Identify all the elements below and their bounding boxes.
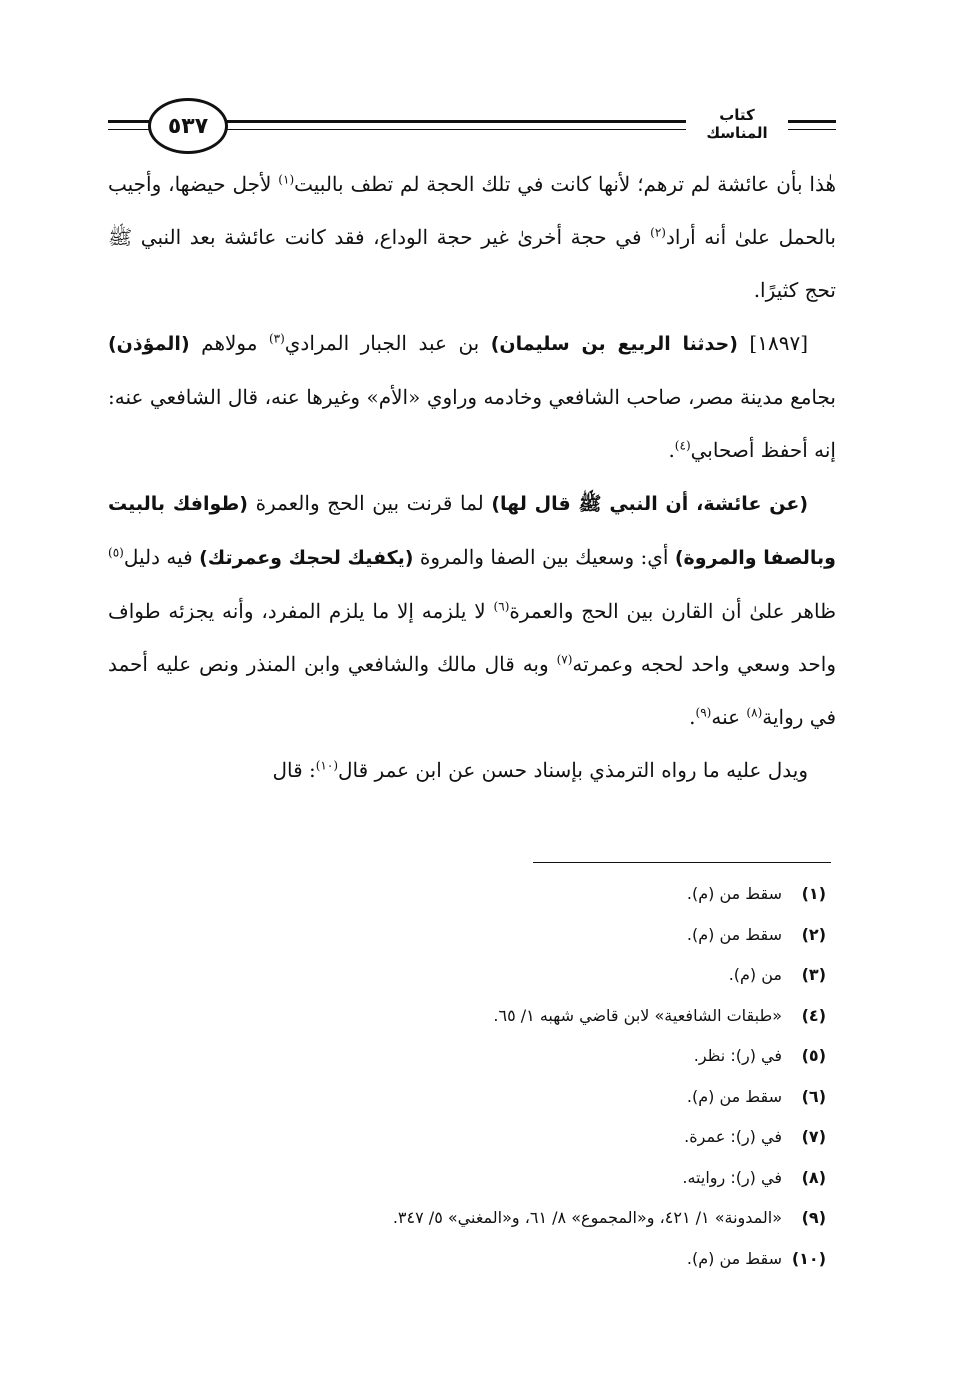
header-rule-left bbox=[108, 120, 152, 130]
footnote-text: سقط من (م). bbox=[686, 1086, 782, 1106]
bold-text: (يكفيك لحجك وعمرتك) bbox=[199, 547, 414, 569]
footnote-number: (٦) bbox=[801, 1086, 826, 1106]
hadith-number: [١٨٩٧] bbox=[737, 331, 808, 355]
page-header bbox=[108, 96, 836, 156]
footnote-text: سقط من (م). bbox=[686, 924, 782, 944]
footnote bbox=[108, 1198, 826, 1239]
footnote-ref: (٢) bbox=[650, 225, 666, 240]
bold-text: (حدثنا الربيع بن سليمان) bbox=[490, 333, 738, 355]
footnote-ref: (٤) bbox=[674, 438, 691, 453]
text-run: وبه قال مالك والشافعي وابن المنذر ونص عليه أحمد في رواية bbox=[108, 652, 836, 729]
text-run: أي: وسعيك بين الصفا والمروة bbox=[413, 545, 675, 569]
main-text bbox=[108, 158, 836, 797]
footnote-ref: (٣) bbox=[268, 331, 285, 346]
footnote bbox=[108, 874, 826, 915]
footnote-number: (١) bbox=[801, 884, 826, 903]
footnote-text: في (ر): نظر. bbox=[693, 1046, 782, 1065]
footnote-ref: (٦) bbox=[493, 599, 510, 614]
header-rule-right bbox=[788, 120, 836, 130]
footnote-number: (١٠) bbox=[791, 1248, 826, 1268]
text-run: مولاهم bbox=[189, 331, 269, 355]
footnote-number: (٢) bbox=[801, 924, 826, 944]
paragraph-4 bbox=[108, 744, 836, 797]
footnote-number: (٤) bbox=[801, 1005, 826, 1025]
footnote-separator bbox=[533, 862, 831, 863]
bold-text: (عن عائشة، أن النبي ﷺ قال لها) bbox=[491, 493, 809, 515]
footnote-text: في (ر): روايته. bbox=[682, 1167, 782, 1187]
footnote bbox=[108, 955, 826, 996]
paragraph-3 bbox=[108, 477, 836, 744]
page-number: ٥٣٧ bbox=[148, 98, 228, 154]
footnote bbox=[108, 1077, 826, 1118]
text-run: . bbox=[689, 705, 696, 729]
text-run: بن عبد الجبار المرادي bbox=[284, 331, 491, 355]
text-run: لأجل حيضها، وأجيب بالحمل علىٰ أنه أراد bbox=[108, 172, 836, 249]
header-rule-middle bbox=[218, 120, 686, 130]
text-run: : قال bbox=[272, 758, 316, 782]
text-run: ويدل عليه ما رواه الترمذي بإسناد حسن عن ابن عمر قال bbox=[338, 758, 808, 782]
paragraph-2 bbox=[108, 317, 836, 477]
text-run: ظاهر علىٰ أن القارن بين الحج والعمرة bbox=[509, 599, 836, 623]
footnote-text: «طبقات الشافعية» لابن قاضي شهبه ١/ ٦٥. bbox=[493, 1005, 782, 1025]
footnote bbox=[108, 1117, 826, 1158]
footnote-ref: (٧) bbox=[556, 652, 573, 667]
footnote bbox=[108, 1239, 826, 1280]
bold-text: (طوافك بالبيت وبالصفا والمروة) bbox=[108, 493, 836, 569]
footnote-number: (٩) bbox=[801, 1208, 826, 1227]
footnotes bbox=[108, 874, 826, 1279]
footnote-text: في (ر): عمرة. bbox=[684, 1127, 782, 1146]
footnote-ref: (٩) bbox=[695, 705, 712, 720]
footnote-text: سقط من (م). bbox=[686, 884, 782, 903]
footnote-number: (٨) bbox=[801, 1167, 826, 1187]
text-run: لا يلزمه إلا ما يلزم المفرد، وأنه يجزئه طواف واحد وسعي واحد لحجه وعمرته bbox=[108, 599, 836, 676]
footnote bbox=[108, 1158, 826, 1199]
footnote-number: (٧) bbox=[801, 1127, 826, 1146]
footnote-number: (٥) bbox=[801, 1046, 826, 1065]
paragraph-1 bbox=[108, 158, 836, 317]
footnote-number: (٣) bbox=[801, 965, 826, 984]
footnote-text: من (م). bbox=[728, 965, 782, 984]
running-title: كتاب المناسك bbox=[706, 106, 768, 142]
footnote-text: سقط من (م). bbox=[686, 1248, 782, 1268]
footnote bbox=[108, 1036, 826, 1077]
bold-text: (المؤذن) bbox=[108, 333, 190, 355]
footnote-ref: (١) bbox=[278, 172, 295, 187]
footnote-ref: (١٠) bbox=[315, 758, 338, 773]
footnote bbox=[108, 915, 826, 956]
text-run: . bbox=[668, 438, 675, 462]
footnote-ref: (٥) bbox=[108, 545, 124, 560]
text-run: لما قرنت بين الحج والعمرة bbox=[248, 491, 492, 515]
text-run: عنه bbox=[711, 705, 747, 729]
footnote-text: «المدونة» ١/ ٤٢١، و«المجموع» ٨/ ٦١، و«المغني» ٥/ ٣٤٧. bbox=[392, 1208, 782, 1227]
text-run: بجامع مدينة مصر، صاحب الشافعي وخادمه وراوي «الأم» وغيرها عنه، قال الشافعي عنه: إنه أحفظ أصحابي bbox=[108, 385, 836, 462]
footnote bbox=[108, 996, 826, 1037]
footnote-ref: (٨) bbox=[746, 705, 763, 720]
text-run: فيه دليل bbox=[123, 545, 200, 569]
text-run: هٰذا بأن عائشة لم ترهم؛ لأنها كانت في تلك الحجة لم تطف بالبيت bbox=[294, 172, 837, 196]
text-run: في حجة أخرىٰ غير حجة الوداع، فقد كانت عائشة بعد النبي ﷺ تحج كثيرًا. bbox=[108, 225, 836, 302]
